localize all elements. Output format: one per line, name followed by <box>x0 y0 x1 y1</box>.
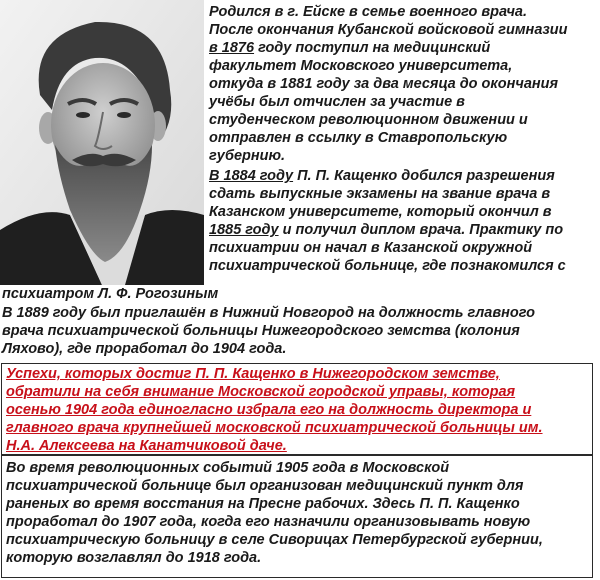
bio-line: Родился в г. Ейске в семье военного врача. <box>209 4 528 20</box>
highlight-line: обратили на себя внимание Московской городской управы, которая <box>6 384 516 400</box>
bio-line: Казанском университете, который окончил в <box>209 204 552 220</box>
highlight-line: осенью 1904 года единогласно избрала его на должность директора и <box>6 402 532 418</box>
bio-line: Во время революционных событий 1905 года в Московской <box>6 460 450 476</box>
bio-line: отправлен в ссылку в Ставропольскую <box>209 130 508 146</box>
bio-line: которую возглавлял до 1918 года. <box>6 550 262 566</box>
highlight-line: главного врача крупнейшей московской психиатрической больницы им. <box>6 420 543 436</box>
bio-line: психиатрии он начал в Казанской окружной <box>209 240 533 256</box>
portrait-photo <box>0 0 204 285</box>
bio-line: проработал до 1907 года, когда его назначили организовывать новую <box>6 514 531 530</box>
bio-line: губернию. <box>209 148 286 164</box>
bio-line: психиатрическую больницу в селе Сиворицах Петербургской губернии, <box>6 532 543 548</box>
bio-line: врача психиатрической больницы Нижегородского земства (колония <box>2 323 520 339</box>
bio-line <box>209 221 563 239</box>
bio-line: раненых во время восстания на Пресне рабочих. Здесь П. П. Кащенко <box>6 496 520 512</box>
bio-line: психиатром Л. Ф. Рогозиным <box>2 286 219 302</box>
bio-line: Ляхово), где проработал до 1904 года. <box>2 341 287 357</box>
bio-line <box>209 167 555 185</box>
bio-line: студенческом революционном движении и <box>209 112 528 128</box>
bio-text: году поступил на медицинский <box>254 40 491 56</box>
highlight-line: Н.А. Алексеева на Канатчиковой даче. <box>6 438 287 454</box>
bio-line: учёбы был отчислен за участие в <box>209 94 465 110</box>
highlight-line: Успехи, которых достиг П. П. Кащенко в Нижегородском земстве, <box>6 366 500 382</box>
bio-line: психиатрической больнице, где познакомился с <box>209 258 566 274</box>
bio-line <box>209 39 490 57</box>
bio-text: и получил диплом врача. Практику по <box>278 222 564 238</box>
year-link[interactable]: 1885 году <box>209 222 279 238</box>
portrait-illustration <box>0 0 204 285</box>
bio-line: откуда в 1881 году за два месяца до окончания <box>209 76 559 92</box>
year-link[interactable]: В 1884 году <box>209 168 294 184</box>
bio-text: П. П. Кащенко добился разрешения <box>293 168 555 184</box>
bio-line: В 1889 году был приглашён в Нижний Новгород на должность главного <box>2 305 535 321</box>
bio-line: факультет Московского университета, <box>209 58 513 74</box>
bio-line: психиатрической больнице был организован медицинский пункт для <box>6 478 524 494</box>
bio-line: сдать выпускные экзамены на звание врача в <box>209 186 551 202</box>
year-link[interactable]: в 1876 <box>209 40 255 56</box>
bio-line: После окончания Кубанской войсковой гимназии <box>209 22 568 38</box>
